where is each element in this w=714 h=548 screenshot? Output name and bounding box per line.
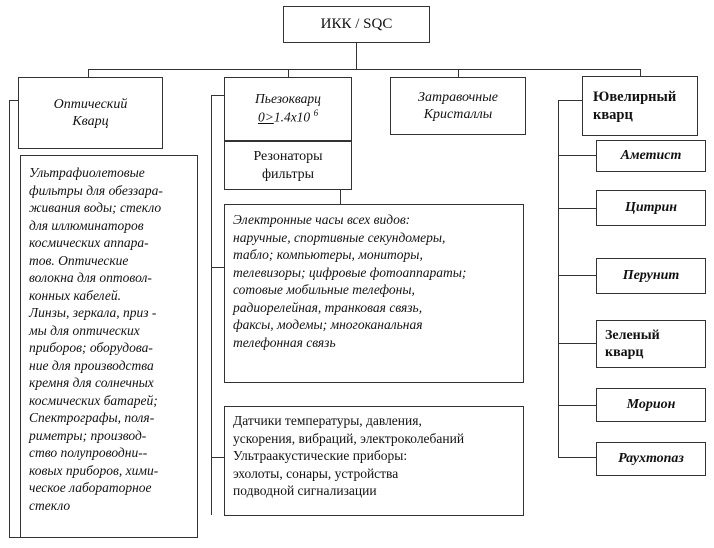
optical-use-line: стекло [29, 497, 71, 513]
electronics-use-line: наручные, спортивные секундомеры, [233, 229, 446, 245]
piezo-side-bottom [211, 457, 224, 458]
piezo-quartz-node [224, 77, 352, 141]
optical-side-top [9, 100, 18, 101]
sensor-use-line: ускорения, вибраций, электроколебаний [233, 430, 465, 446]
piezo-quartz-line1: Пьезокварц [255, 91, 321, 107]
optical-use-line: Спектрографы, поля- [29, 410, 155, 425]
optical-use-line: волокна для оптовол- [29, 270, 152, 285]
optical-use-line: Линзы, зеркала, приз - [29, 305, 157, 320]
optical-use-line: ние для производства [29, 357, 154, 373]
electronics-use-line: факсы, модемы; многоканальная [233, 317, 423, 332]
jewelry-quartz-line2: кварц [593, 107, 633, 123]
jewelry-link-perunit [558, 275, 596, 276]
electronics-use-line: телефонная связь [233, 334, 336, 350]
piezo-side-line [211, 95, 212, 515]
optical-side-bottom [9, 537, 20, 538]
resonators-line1: Резонаторы [253, 149, 323, 164]
optical-use-line: мы для оптических [29, 322, 140, 338]
optical-use-line: ковых приборов, хими- [29, 462, 159, 478]
optical-use-line: конных кабелей. [29, 287, 121, 303]
root-node [283, 6, 430, 43]
jewelry-side-line [558, 100, 559, 457]
optical-quartz-node [18, 77, 163, 149]
sensor-use-line: эхолоты, сонары, устройства [233, 465, 399, 481]
optical-side-line [9, 100, 10, 538]
variety-green-quartz-label: Зеленый кварц [605, 327, 660, 360]
variety-amethyst-label: Аметист [620, 148, 682, 164]
jewelry-link-green [558, 343, 596, 344]
seed-crystals-line2: Кристаллы [423, 107, 493, 122]
optical-use-line: фильтры для обеззара- [29, 182, 163, 198]
sensor-use-line: Датчики температуры, давления, [233, 413, 422, 428]
resonators-line2: фильтры [261, 166, 315, 182]
connector-seed [458, 69, 459, 77]
optical-use-line: ство полупроводни-- [29, 445, 148, 460]
electronics-use-line: табло; компьютеры, мониторы, [233, 247, 423, 262]
optical-quartz-line2: Кварц [72, 114, 109, 129]
connector-piezo [288, 69, 289, 77]
piezo-quartz-exp: 6 [313, 108, 319, 119]
optical-quartz-line1: Оптический [53, 96, 128, 112]
piezo-quartz-value: 1.4x10 [273, 109, 311, 125]
seed-crystals-line1: Затравочные [418, 89, 498, 105]
piezo-side-top [211, 95, 224, 96]
electronics-use-line: сотовые мобильные телефоны, [233, 282, 415, 297]
variety-smoky-quartz-label: Раухтопаз [618, 451, 684, 467]
piezo-quartz-line2 [258, 108, 318, 126]
variety-green-quartz [596, 320, 706, 368]
resonator-connector [340, 190, 341, 204]
electronics-use-line: Электронные часы всех видов: [233, 212, 411, 227]
electronics-uses-box [224, 204, 524, 383]
jewelry-link-citrine [558, 208, 596, 209]
optical-use-line: живания воды; стекло [29, 200, 162, 215]
optical-uses-box [20, 155, 198, 538]
optical-use-line: для иллюминаторов [29, 217, 144, 233]
variety-morion [596, 388, 706, 422]
variety-citrine [596, 190, 706, 226]
variety-smoky-quartz [596, 442, 706, 476]
piezo-quartz-prefix: 0> [257, 109, 274, 125]
jewelry-quartz-line1: Ювелирный [593, 88, 677, 105]
connector-jewelry [640, 69, 641, 76]
electronics-use-line: радиорелейная, транковая связь, [233, 299, 423, 315]
root-label: ИКК / SQC [320, 16, 393, 33]
variety-perunit [596, 258, 706, 294]
connector-optical [88, 69, 89, 77]
optical-use-line: космических батарей; [29, 392, 158, 408]
jewelry-link-smoky [558, 457, 596, 458]
electronics-use-line: телевизоры; цифровые фотоаппараты; [233, 264, 467, 280]
jewelry-link-top [558, 100, 582, 101]
sensor-use-line: подводной сигнализации [233, 483, 377, 498]
jewelry-link-morion [558, 405, 596, 406]
variety-perunit-label: Перунит [622, 268, 680, 284]
sensor-use-line: Ультраакустические приборы: [233, 448, 408, 463]
variety-citrine-label: Цитрин [624, 200, 678, 216]
optical-use-line: тов. Оптические [29, 252, 129, 268]
optical-use-line: кремня для солнечных [29, 375, 154, 390]
optical-use-line: приборов; оборудова- [29, 340, 153, 355]
root-connector [356, 42, 357, 69]
jewelry-link-amethyst [558, 155, 596, 156]
sensor-uses-box [224, 406, 524, 516]
seed-crystals-node [390, 77, 526, 135]
variety-morion-label: Морион [626, 397, 676, 413]
optical-use-line: Ультрафиолетовые [29, 165, 145, 180]
optical-use-line: космических аппара- [29, 235, 149, 250]
jewelry-quartz-node [582, 76, 698, 136]
piezo-side-mid [211, 267, 224, 268]
resonators-node [224, 141, 352, 190]
optical-use-line: риметры; производ- [29, 427, 147, 443]
optical-use-line: ческое лабораторное [29, 480, 152, 495]
branch-bus [88, 69, 640, 70]
variety-amethyst [596, 140, 706, 172]
